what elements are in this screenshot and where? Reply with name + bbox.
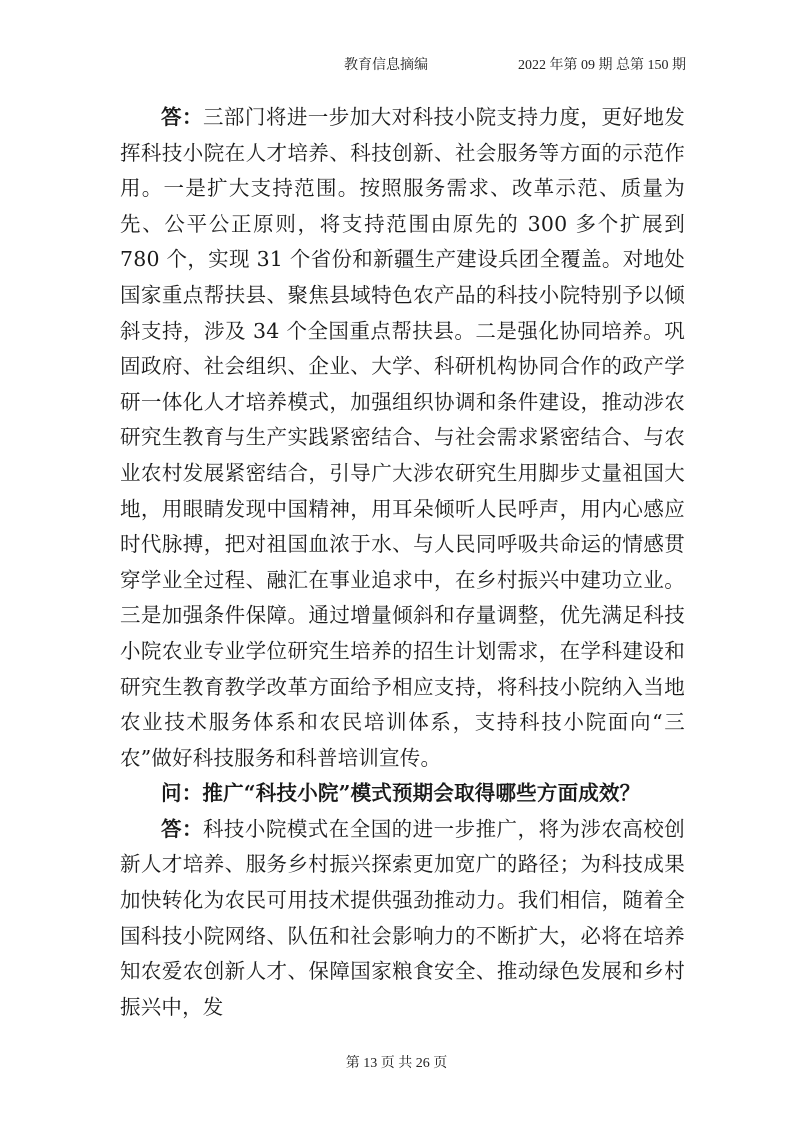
- answer-text: 科技小院模式在全国的进一步推广，将为涉农高校创新人才培养、服务乡村振兴探索更加宽广的路径；为科技成果加快转化为农民可用技术提供强劲推动力。我们相信，随着全国科技小院网络、队伍和社会影响力的不断扩大，必将在培养知农爱农创新人才、保障国家粮食安全、推动绿色发展和乡村振兴中，发: [120, 816, 685, 1019]
- publication-title: 教育信息摘编: [344, 58, 428, 73]
- answer-label: 答：: [161, 105, 203, 129]
- page-footer: 第 13 页 共 26 页: [345, 1056, 448, 1071]
- document-body: [120, 100, 685, 1025]
- answer-paragraph-1: [120, 100, 685, 776]
- answer-label: 答：: [161, 816, 203, 841]
- answer-text: 三部门将进一步加大对科技小院支持力度，更好地发挥科技小院在人才培养、科技创新、社会服务等方面的示范作用。一是扩大支持范围。按照服务需求、改革示范、质量为先、公平公正原则，将支持范围由原先的 300 多个扩展到 780 个，实现 31 个省份和新疆生产建设兵团全覆盖。对地处国家重点帮扶县、聚焦县域特色农产品的科技小院特别予以倾斜支持，涉及 34 个全国重点帮扶县。二是强化协同培养。巩固政府、社会组织、企业、大学、科研机构协同合作的政产学研一体化人才培养模式，加强组织协调和条件建设，推动涉农研究生教育与生产实践紧密结合、与社会需求紧密结合、与农业农村发展紧密结合，引导广大涉农研究生用脚步丈量祖国大地，用眼睛发现中国精神，用耳朵倾听人民呼声，用内心感应时代脉搏，把对祖国血浓于水、与人民同呼吸共命运的情感贯穿学业全过程、融汇在事业追求中，在乡村振兴中建功立业。三是加强条件保障。通过增量倾斜和存量调整，优先满足科技小院农业专业学位研究生培养的招生计划需求，在学科建设和研究生教育教学改革方面给予相应支持，将科技小院纳入当地农业技术服务体系和农民培训体系，支持科技小院面向“三农”做好科技服务和科普培训宣传。: [120, 105, 685, 770]
- question-heading: 问：推广“科技小院”模式预期会取得哪些方面成效？: [161, 781, 641, 806]
- page-header: [0, 54, 793, 74]
- answer-paragraph-2: [120, 812, 685, 1026]
- issue-number: 2022 年第 09 期 总第 150 期: [518, 58, 686, 73]
